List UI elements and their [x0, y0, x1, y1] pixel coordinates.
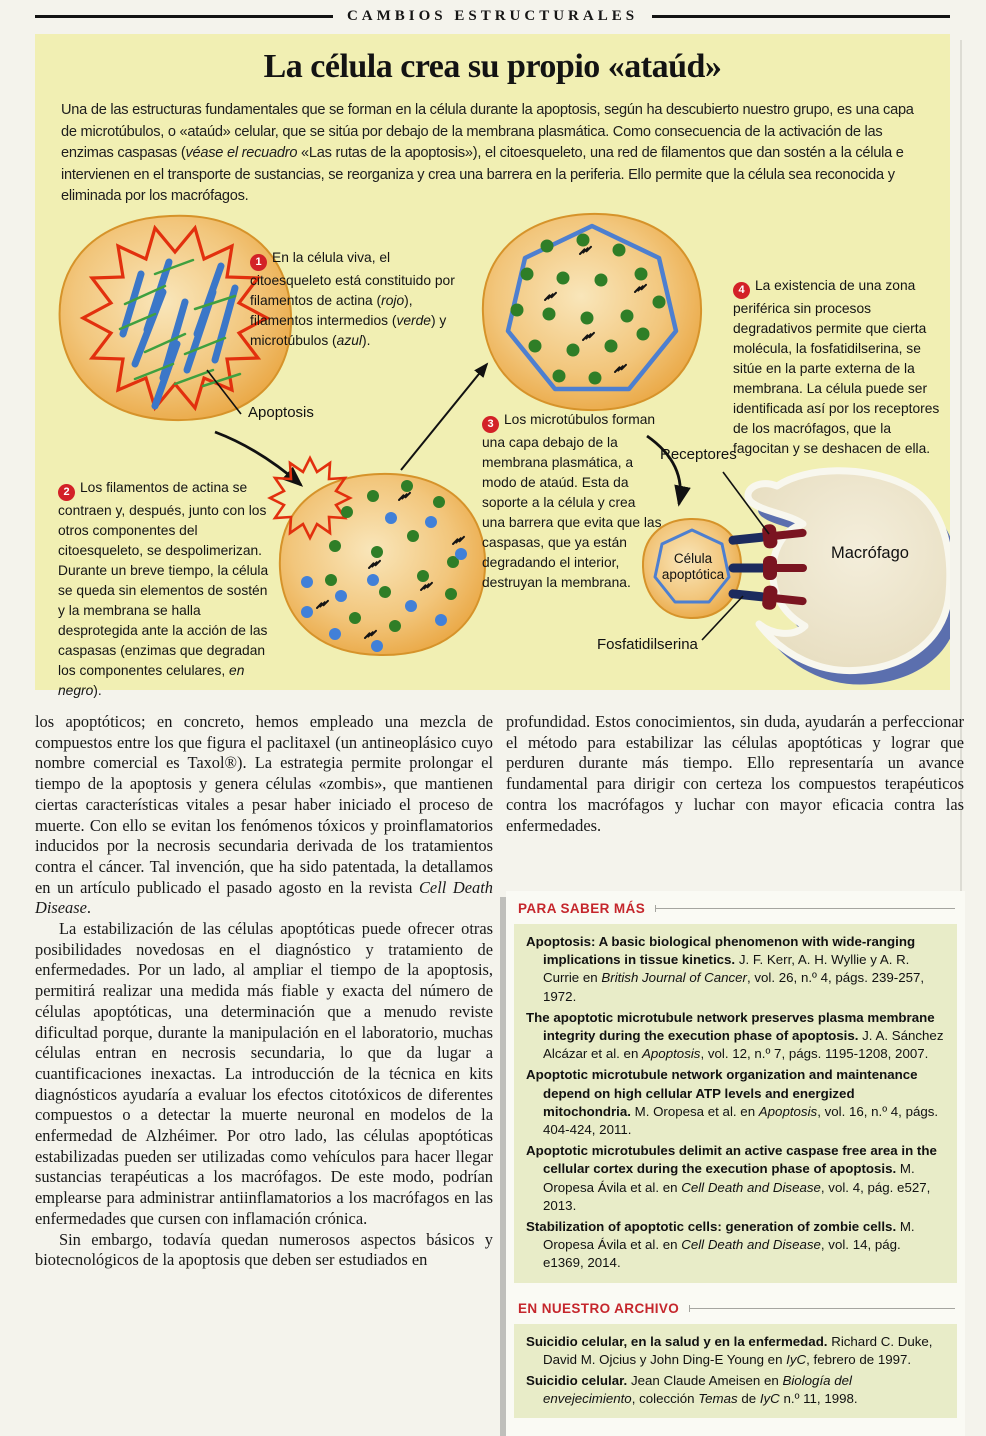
article-paragraph: Sin embargo, todavía quedan numerosos aspectos básicos y biotecnológicos de la apoptosis que deben ser estudiados en — [35, 1229, 493, 1270]
receptor-links — [732, 521, 804, 613]
archive-box — [514, 1324, 957, 1419]
label-celula-apoptotica: Célula apoptótica — [661, 551, 725, 582]
archive-header — [506, 1291, 965, 1320]
step-1-text: En la célula viva, el citoesqueleto está constituido por filamentos de actina (rojo), filamentos intermedios (verde) y microtúbulos (azul). — [250, 250, 455, 348]
step-4-annotation — [733, 276, 947, 459]
infobox-title: La célula crea su propio «ataúd» — [263, 48, 722, 85]
arrow-step2-to-step3 — [401, 364, 487, 470]
label-apoptosis: Apoptosis — [248, 404, 314, 421]
article-column-left — [35, 712, 493, 1271]
reference-item: Suicidio celular, en la salud y en la enfermedad. Richard C. Duke, David M. Ojcius y John Ding-E Young en IyC, febrero de 1997. — [526, 1333, 933, 1367]
step-2-annotation — [58, 478, 270, 701]
further-reading-box — [514, 924, 957, 1283]
kicker-label: CAMBIOS ESTRUCTURALES — [346, 8, 639, 24]
article-column-right — [506, 712, 964, 836]
reference-item: Apoptotic microtubules delimit an active caspase free area in the cellular cortex during the execution phase of apoptosis. M. Oropesa Ávila et al. en Cell Death and Disease, vol. 4, pág. e527, 2013. — [526, 1143, 937, 1213]
article-paragraph: profundidad. Estos conocimientos, sin duda, ayudarán a perfeccionar el método para estabilizar las células apoptóticas y lograr que perduren durante más tiempo. Ello representaría un avance fundamental para dirigir con certeza los compuestos terapéuticos contra los macrófagos y luchar con mayor eficacia contra las enfermedades. — [506, 712, 964, 835]
step-2-text: Los filamentos de actina se contraen y, después, junto con los otros componentes del citoesqueleto, se despolimerizan. Durante un breve tiempo, la célula se queda sin elementos de sostén y la membrana se halla desprotegida ante la acción de las caspasas (enzimas que degradan los componentes celulares, en negro). — [58, 480, 269, 698]
article-paragraph: La estabilización de las células apoptóticas puede ofrecer otras posibilidades novedosas en el diagnóstico y tratamiento de enfermedades. Por un lado, al ampliar el tiempo de la apoptosis, permitirá realizar una medida más fiable y exacta del número de células apoptóticas, una determinación que a menudo reviste dificultad porque, durante la manipulación en el laboratorio, muchas células entran en necrosis secundaria, lo que da lugar a cuantificaciones inexactas. La introducción de la técnica en kits diagnósticos ayudaría a evaluar los efectos citotóxicos de diferentes compuestos o a detectar la muerte neuronal en modelos de la enfermedad de Alzhéimer. Por otro lado, las células apoptóticas estabilizadas pueden ser utilizadas como vehículos para hacer llegar sustancias terapéuticas a los macrófagos. De este modo, podrían emplearse para administrar antiinflamatorios a los macrófagos en las enfermedades que cursen con inflamación crónica. — [35, 919, 493, 1228]
reference-item: Suicidio celular. Jean Claude Ameisen en Biología del envejecimiento, colección Temas de IyC n.º 11, 1998. — [526, 1373, 858, 1407]
further-reading-rule — [655, 908, 955, 909]
macrophage — [748, 471, 950, 685]
step-4-badge: 4 — [733, 282, 750, 299]
kicker-row — [35, 8, 950, 25]
reference-item: Stabilization of apoptotic cells: generation of zombie cells. M. Oropesa Ávila et al. en Cell Death and Disease, vol. 14, pág. e1369, 2014. — [526, 1219, 915, 1271]
reference-item: Apoptosis: A basic biological phenomenon with wide-ranging implications in tissue kinetics. J. F. Kerr, A. H. Wyllie y A. R. Currie en British Journal of Cancer, vol. 26, n.º 4, págs. 239-257, 1972. — [526, 934, 925, 1004]
apoptosis-infobox — [35, 34, 950, 698]
kicker-rule-left — [35, 15, 333, 18]
article-paragraph: los apoptóticos; en concreto, hemos empleado una mezcla de compuestos entre los que figura el paclitaxel (un antineoplásico cuyo nombre comercial es Taxol®). La estrategia permite prolongar el tiempo de la apoptosis y genera células «zombis», que mantienen ciertas características vitales a pesar haber iniciado el proceso de muerte. Con ello se evitan los fenómenos tóxicos y proinflamatorios inducidos por la necrosis secundaria derivada de los tratamientos contra el cáncer. Tal invención, que ha sido patentada, la detallamos en un artículo publicado el pasado agosto en la revista Cell Death Disease. — [35, 712, 493, 918]
step-3-annotation — [482, 410, 662, 593]
further-reading-header — [506, 891, 965, 920]
reference-item: Apoptotic microtubule network organization and maintenance depend on high cellular ATP levels and energized mitochondria. M. Oropesa et al. en Apoptosis, vol. 16, n.º 4, págs. 404-424, 2011. — [526, 1067, 939, 1138]
step-1-annotation — [250, 248, 462, 351]
step-1-badge: 1 — [250, 254, 267, 271]
kicker-rule-right — [652, 15, 950, 18]
step-2-badge: 2 — [58, 484, 75, 501]
label-fosfatidilserina: Fosfatidilserina — [597, 636, 698, 653]
step-3-text: Los microtúbulos forman una capa debajo de la membrana plasmática, a modo de ataúd. Esta da soporte a la célula y crea una barrera que evita que las caspasas, que ya están degradando el interior, destruyan la membrana. — [482, 412, 662, 590]
archive-rule — [689, 1308, 955, 1309]
step-3-badge: 3 — [482, 416, 499, 433]
archive-heading: EN NUESTRO ARCHIVO — [518, 1300, 680, 1316]
step-4-text: La existencia de una zona periférica sin procesos degradativos permite que cierta molécula, la fosfatidilserina, se sitúe en la parte externa de la membrana. La célula puede ser identificada así por los receptores de los macrófagos, que la fagocitan y se deshacen de ella. — [733, 278, 940, 456]
infobox-intro: Una de las estructuras fundamentales que se forman en la célula durante la apoptosis, según ha descubierto nuestro grupo, es una capa de microtúbulos, o «ataúd» celular, que se sitúa por debajo de la membrana plasmática. Como consecuencia de la activación de las enzimas caspasas (véase el recuadro «Las rutas de la apoptosis»), el citoesqueleto, una red de filamentos que dan sostén a la célula e intervienen en el transporte de sustancias, se reorganiza y crea una barrera en la periferia. Ello permite que la célula sea reconocida y eliminada por los macrófagos. — [61, 102, 914, 205]
label-receptores: Receptores — [660, 446, 737, 463]
further-reading-heading: PARA SABER MÁS — [518, 901, 646, 916]
label-macrofago: Macrófago — [831, 544, 909, 562]
cell-contracting — [270, 458, 485, 655]
cell-with-microtubule-coffin — [483, 214, 701, 410]
reference-item: The apoptotic microtubule network preserves plasma membrane integrity during the execution phase of apoptosis. J. A. Sánchez Alcázar et al. en Apoptosis, vol. 12, n.º 7, págs. 1195-1208, 2007. — [526, 1009, 944, 1062]
references-card — [506, 891, 965, 1436]
